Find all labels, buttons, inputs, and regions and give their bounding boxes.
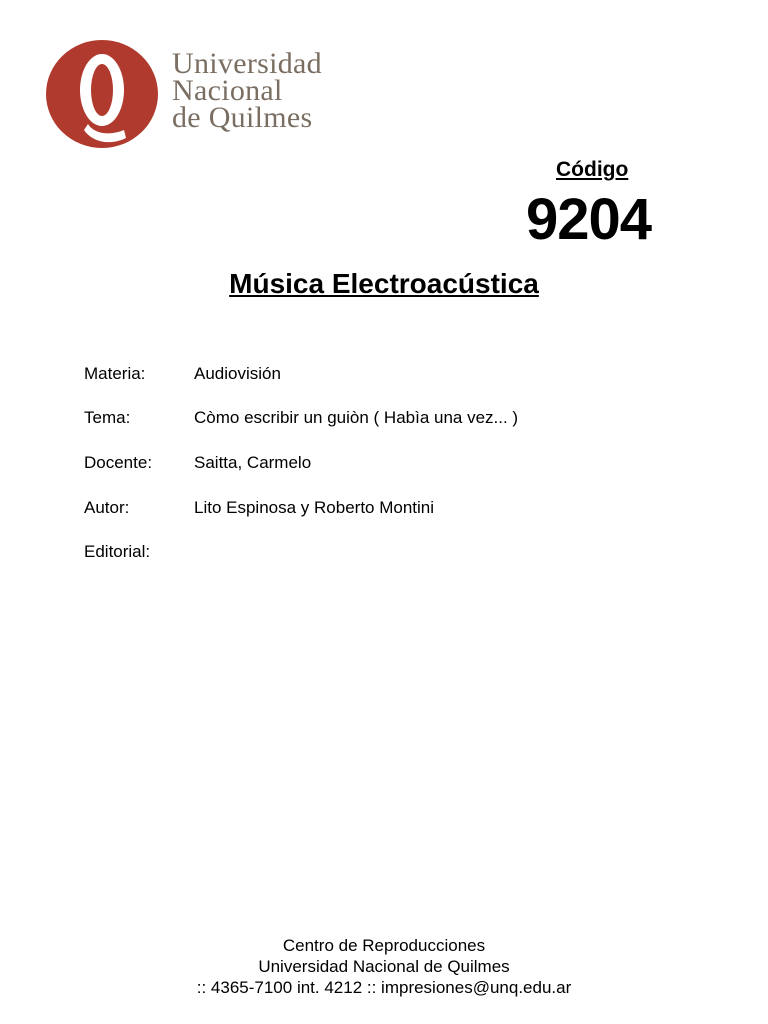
field-materia [84,364,281,384]
logo-line-2: Nacional [172,74,283,107]
document-title: Música Electroacústica [229,268,539,299]
field-docente [84,453,311,473]
field-label: Docente: [84,453,153,472]
field-autor [84,498,434,518]
logo-wordmark [172,47,322,134]
logo-line-3: de Quilmes [172,101,313,134]
footer-line-2: Universidad Nacional de Quilmes [258,957,510,976]
field-editorial [84,542,194,562]
field-value: Audiovisión [194,364,281,383]
logo-line-1: Universidad [172,47,322,80]
field-tema [84,408,518,428]
footer-contact [0,935,768,998]
field-label: Materia: [84,364,146,383]
footer-line-1: Centro de Reproducciones [282,936,486,955]
field-value: Còmo escribir un guiòn ( Habìa una vez... ) [194,408,519,427]
field-value: Lito Espinosa y Roberto Montini [194,498,435,517]
university-logo [44,38,364,154]
field-label: Autor: [84,498,130,517]
codigo-label: Código [556,158,629,181]
codigo-number: 9204 [526,187,652,252]
field-label: Tema: [84,408,131,427]
footer-line-3: :: 4365-7100 int. 4212 :: impresiones@unq.edu.ar [196,978,572,997]
unq-q-logo-icon [44,38,160,150]
field-value: Saitta, Carmelo [194,453,312,472]
field-label: Editorial: [84,542,151,561]
